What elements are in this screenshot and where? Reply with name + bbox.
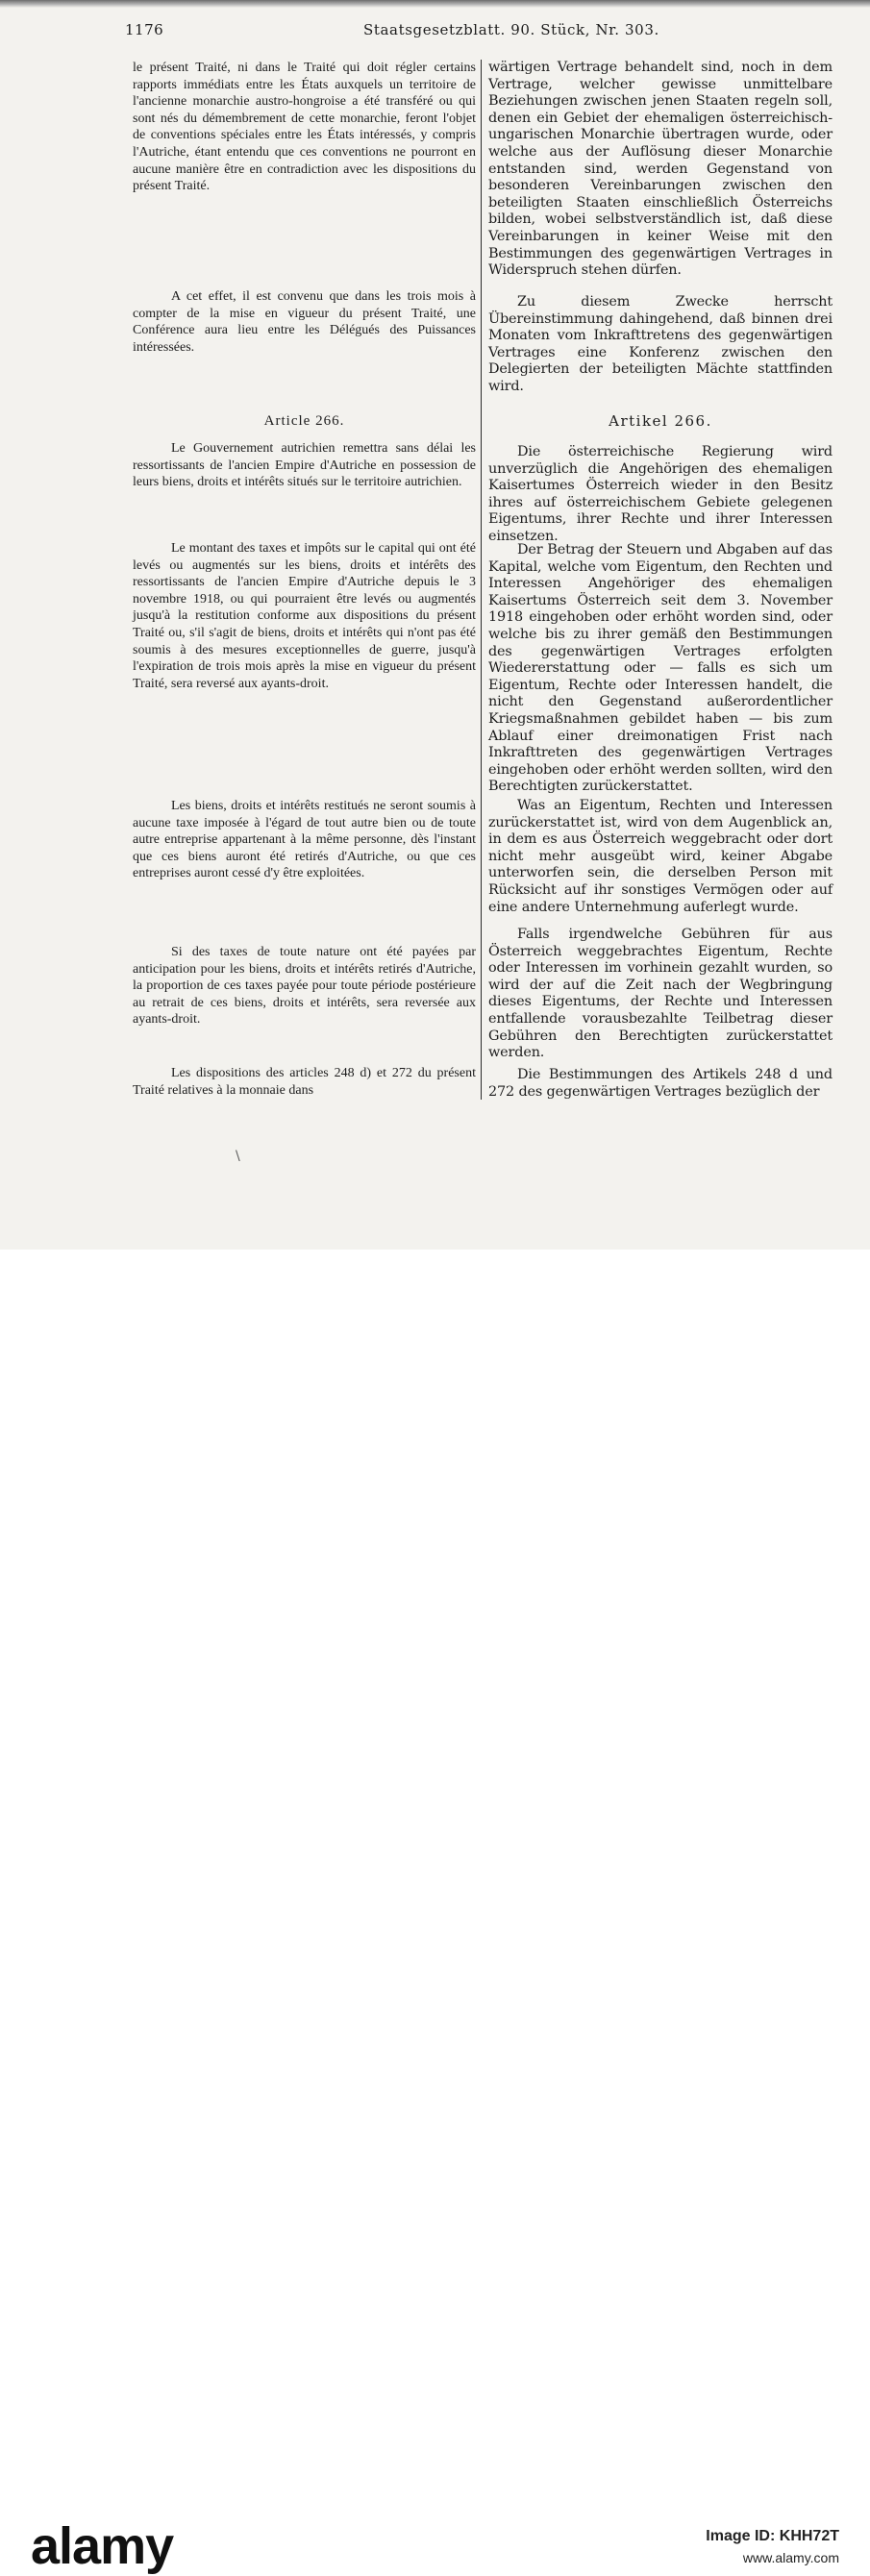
french-paragraph-6: Si des taxes de toute nature ont été payées par anticipation pour les biens, droits et intérêts retirés d'Autriche, la proportion de ces taxes payée pour toute période postérieure au retrait de ces biens, droits et intérêts, sera reversée aux ayants-droit. [133,945,476,1028]
image-id-label: Image ID: KHH72T [706,2528,839,2544]
german-paragraph-6: Falls irgendwelche Gebühren für aus Österreich weggebrachtes Eigentum, Rechte oder Interessen im vorhinein gezahlt wurden, so wird der auf die Zeit nach der Wegbringung dieses Eigentums, der Rechte und Interessen entfallende vorausbezahlte Teilbetrag dieser Gebühren den Berechtigten zurückerstattet werden. [488,927,833,1061]
french-paragraph-3: Le Gouvernement autrichien remettra sans délai les ressortissants de l'ancien Empire d'Autriche en possession de leurs biens, droits et intérêts situés sur le territoire autrichien. [133,441,476,490]
german-paragraph-2: Zu diesem Zwecke herrscht Übereinstimmung dahingehend, daß binnen drei Monaten vom Inkrafttretens des gegenwärtigen Vertrages eine Konferenz zwischen den Delegierten der beteiligten Mächte stattfinden wird. [488,294,833,394]
brand-logo: alamy [31,2517,174,2575]
running-head: Staatsgesetzblatt. 90. Stück, Nr. 303. [363,21,659,38]
scan-top-edge [0,0,870,8]
footer-info [706,2526,839,2568]
german-paragraph-4: Der Betrag der Steuern und Abgaben auf das Kapital, welche vom Eigentum, den Rechten und Interessen Angehöriger des ehemaligen Kaisertums Österreich seit dem 3. November 1918 eingehoben oder erhöht worden sind, oder welche bis zu ihrer gemäß den Bestimmungen des gegenwärtigen Vertrages erfolgten Wiedererstattung oder — falls es sich um Eigentum, Rechte oder Interessen handelt, die nicht den Gegenstand außerordentlicher Kriegsmaßnahmen gebildet haben — bis zum Ablauf einer dreimonatigen Frist nach Inkrafttreten des gegenwärtigen Vertrages eingehoben oder erhöht werden sollten, wird den Berechtigten zurückerstattet. [488,542,833,795]
page-number: 1176 [125,21,164,38]
french-paragraph-5: Les biens, droits et intérêts restitués ne seront soumis à aucune taxe imposée à l'égard de tout autre bien ou de toute autre entreprise appartenant à la même personne, dès l'instant que ces biens auront été retirés d'Autriche, ou que ces entreprises auront cessé d'y être exploitées. [133,799,476,881]
german-article-heading: Artikel 266. [609,412,712,430]
german-paragraph-5: Was an Eigentum, Rechten und Interessen zurückerstattet ist, wird von dem Augenblick an, in dem es aus Österreich weggebracht oder dort nicht mehr ausgeübt wird, keiner Abgabe unterworfen sein, die derselben Person mit Rücksicht auf ihr sonstiges Vermögen oder auf eine andere Unternehmung auferlegt wurde. [488,798,833,915]
site-url: www.alamy.com [742,2550,839,2565]
scanned-page [0,0,870,1250]
french-paragraph-2: A cet effet, il est convenu que dans les trois mois à compter de la mise en vigueur du présent Traité, une Conférence aura lieu entre les Délégués des Puissances intéressées. [133,289,476,355]
german-paragraph-7: Die Bestimmungen des Artikels 248 d und 272 des gegenwärtigen Vertrages bezüglich der [488,1067,833,1100]
german-paragraph-3: Die österreichische Regierung wird unverzüglich die Angehörigen des ehemaligen Kaisertumes Österreich wieder in den Besitz ihres auf österreichischem Gebiete gelegenen Eigentums, ihrer Rechte und ihrer Interessen einsetzen. [488,444,833,544]
german-paragraph-1: wärtigen Vertrage behandelt sind, noch in dem Vertrage, welcher gewisse unmittelbare Beziehungen zwischen jenen Staaten regeln soll, denen ein Gebiet der ehemaligen österreichisch-ungarischen Monarchie übertragen wurde, oder welche aus der Auflösung dieser Monarchie entstanden sind, werden Gegenstand von besonderen Vereinbarungen zwischen den beteiligten Staaten einschließlich Österreichs bilden, wobei selbstverständlich ist, daß diese Vereinbarungen in keiner Weise mit den Bestimmungen des gegenwärtigen Vertrages in Widerspruch stehen dürfen. [488,60,833,279]
column-divider [481,60,482,1100]
margin-mark: \ [236,1149,240,1164]
french-paragraph-1: le présent Traité, ni dans le Traité qui doit régler certains rapports immédiats entre les États auxquels un territoire de l'ancienne monarchie austro-hongroise a été transféré ou qui sont nés du démembrement de cette monarchie, feront l'objet de conventions spéciales entre les États intéressés, y compris l'Autriche, étant entendu que ces conventions ne pourront en aucune manière être en contradiction avec les dispositions du présent Traité. [133,61,476,194]
watermark-footer [0,1250,870,2575]
french-paragraph-7: Les dispositions des articles 248 d) et 272 du présent Traité relatives à la monnaie dans [133,1066,476,1098]
french-article-heading: Article 266. [263,413,345,429]
french-paragraph-4: Le montant des taxes et impôts sur le capital qui ont été levés ou augmentés sur les biens, droits et intérêts des ressortissants de l'ancien Empire d'Autriche depuis le 3 novembre 1918, ou qui pourraient être levés ou augmentés jusqu'à la restitution conforme aux dispositions du présent Traité ou, s'il s'agit de biens, droits et intérêts qui n'ont pas été soumis à des mesures exceptionnelles de guerre, jusqu'à l'expiration de trois mois après la mise en vigueur du présent Traité, sera reversé aux ayants-droit. [133,541,476,691]
